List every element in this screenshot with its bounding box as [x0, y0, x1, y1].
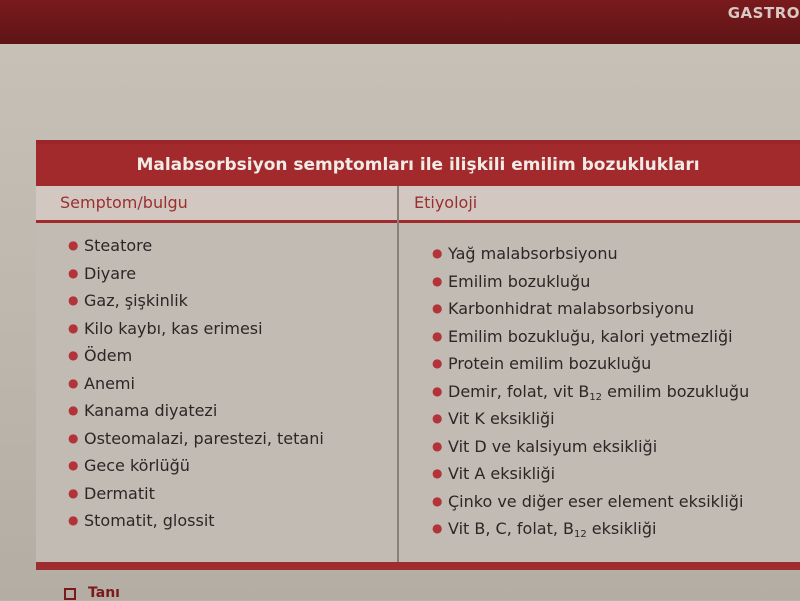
- bullet-icon: ●: [68, 485, 79, 500]
- bullet-icon: ●: [68, 513, 79, 527]
- bullet-icon: ●: [432, 466, 443, 480]
- symptom-item: ● Gece körlüğü: [68, 452, 324, 480]
- etiology-item: ● Yağ malabsorbsiyonu: [432, 240, 749, 268]
- symptom-column-header: Semptom/bulgu: [60, 193, 188, 212]
- checkbox-icon: [64, 588, 76, 600]
- bullet-icon: ●: [68, 265, 79, 280]
- bullet-icon: ●: [68, 293, 79, 307]
- symptom-item: ● Steatore: [68, 232, 324, 260]
- table-bottom-band: [36, 562, 800, 570]
- etiology-item: ● Çinko ve diğer eser element eksikliği: [432, 488, 749, 516]
- symptom-item: ● Ödem: [68, 342, 324, 370]
- bullet-icon: ●: [432, 521, 443, 535]
- bullet-icon: ●: [432, 411, 443, 425]
- etiology-item: ● Vit D ve kalsiyum eksikliği: [432, 433, 749, 461]
- symptom-item: ● Kilo kaybı, kas erimesi: [68, 315, 324, 343]
- footer-heading: Tanı: [88, 585, 120, 601]
- bullet-icon: ●: [68, 430, 79, 445]
- etiology-item: ● Emilim bozukluğu: [432, 268, 749, 296]
- etiology-item: ● Vit A eksikliği: [432, 460, 749, 488]
- bullet-icon: ●: [432, 246, 443, 260]
- etiology-list: [432, 240, 749, 543]
- bullet-icon: ●: [68, 375, 79, 390]
- table-title: Malabsorbsiyon semptomları ile ilişkili emilim bozuklukları: [36, 144, 800, 186]
- table-header-row: [36, 186, 800, 223]
- etiology-item: ● Demir, folat, vit $B_{12}$ emilim bozukluğu: [432, 378, 749, 406]
- bullet-icon: ●: [432, 356, 443, 370]
- bullet-icon: ●: [68, 348, 79, 362]
- symptom-item: ● Gaz, şişkinlik: [68, 287, 324, 315]
- bullet-icon: ●: [68, 458, 79, 472]
- top-bar: [0, 0, 800, 46]
- etiology-item: ● Vit B, C, folat, $B_{12}$ eksikliği: [432, 515, 749, 543]
- bullet-icon: ●: [432, 383, 443, 398]
- bullet-icon: ●: [432, 438, 443, 453]
- bullet-icon: ●: [68, 403, 79, 417]
- malabsorption-table: [36, 140, 800, 569]
- bullet-icon: ●: [68, 320, 79, 335]
- etiology-item: ● Emilim bozukluğu, kalori yetmezliği: [432, 323, 749, 351]
- column-divider: [397, 186, 399, 566]
- symptom-item: ● Anemi: [68, 370, 324, 398]
- symptom-item: ● Stomatit, glossit: [68, 507, 324, 535]
- bullet-icon: ●: [432, 493, 443, 508]
- bullet-icon: ●: [432, 273, 443, 288]
- symptom-item: ● Dermatit: [68, 480, 324, 508]
- symptom-item: ● Diyare: [68, 260, 324, 288]
- bullet-icon: ●: [68, 238, 79, 252]
- symptom-item: ● Kanama diyatezi: [68, 397, 324, 425]
- etiology-item: ● Karbonhidrat malabsorbsiyonu: [432, 295, 749, 323]
- symptom-list: [68, 232, 324, 535]
- bullet-icon: ●: [432, 328, 443, 343]
- etiology-item: ● Vit K eksikliği: [432, 405, 749, 433]
- header-title: GASTRO: [727, 4, 800, 22]
- bullet-icon: ●: [432, 301, 443, 315]
- etiology-column-header: Etiyoloji: [414, 193, 478, 212]
- symptom-item: ● Osteomalazi, parestezi, tetani: [68, 425, 324, 453]
- etiology-item: ● Protein emilim bozukluğu: [432, 350, 749, 378]
